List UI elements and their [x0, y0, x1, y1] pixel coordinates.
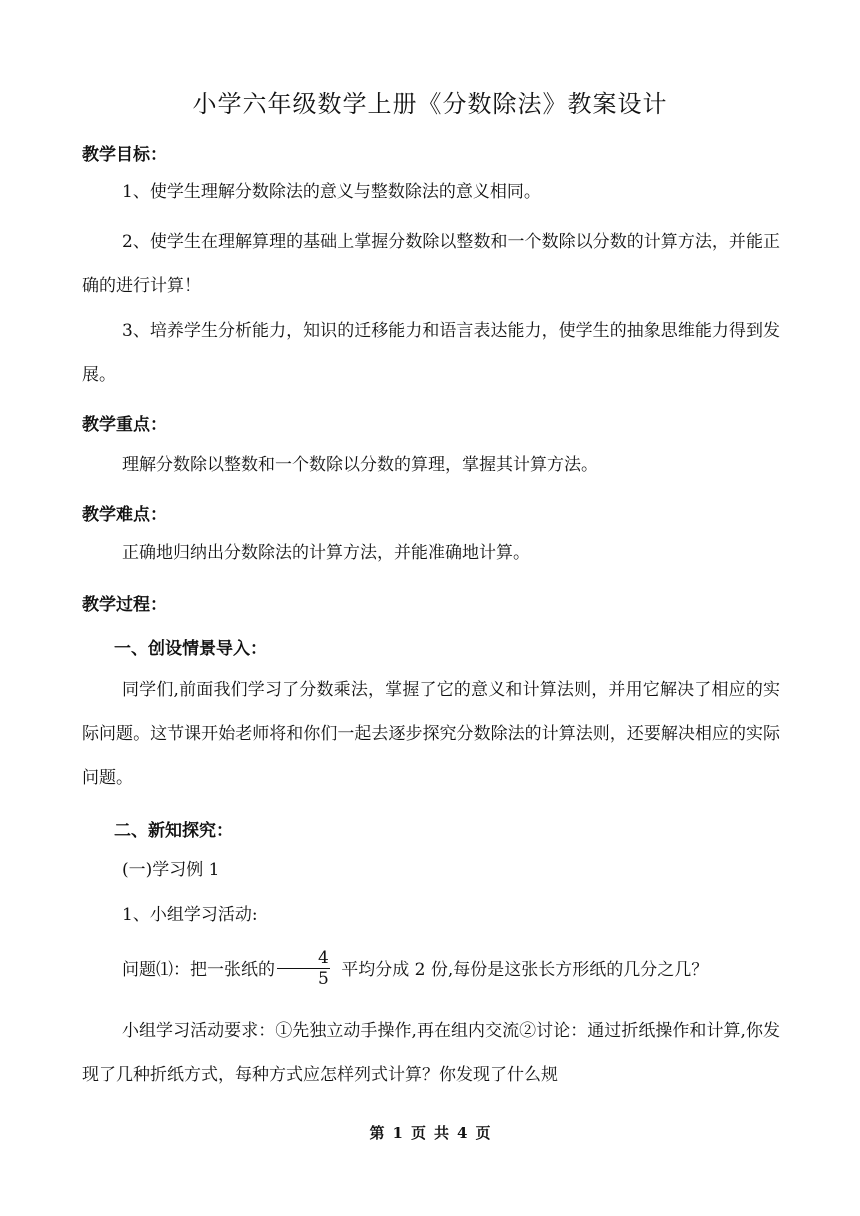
difficulty-heading: 教学难点： [82, 505, 167, 525]
part2-heading: 二、新知探究： [114, 821, 233, 841]
footer-total-number: 4 [457, 1124, 468, 1142]
fraction-four-fifths [277, 948, 330, 989]
difficulty-text: 正确地归纳出分数除法的计算方法，并能准确地计算。 [122, 543, 530, 563]
key-heading: 教学重点： [82, 415, 167, 435]
question-suffix: 平均分成 2 份,每份是这张长方形纸的几分之几？ [335, 960, 709, 980]
key-text: 理解分数除以整数和一个数除以分数的算理，掌握其计算方法。 [122, 455, 598, 475]
fraction-numerator: 4 [277, 948, 330, 969]
footer-total-unit: 页 [475, 1124, 491, 1142]
activity-label: 1、小组学习活动: [122, 905, 258, 925]
goal-item-3: 3、培养学生分析能力，知识的迁移能力和语言表达能力，使学生的抽象思维能力得到发展。 [82, 321, 780, 385]
footer-total-word: 共 [434, 1124, 450, 1142]
example-label: (一)学习例 1 [122, 860, 220, 880]
footer-page-word: 第 [369, 1124, 385, 1142]
part1-heading: 一、创设情景导入： [114, 639, 267, 659]
fraction-denominator: 5 [318, 969, 329, 989]
question-line [82, 948, 780, 992]
goal-item-2: 2、使学生在理解算理的基础上掌握分数除以整数和一个数除以分数的计算方法，并能正确的进行计算！ [82, 232, 780, 296]
goal-item-1: 1、使学生理解分数除法的意义与整数除法的意义相同。 [122, 182, 541, 202]
requirements-text: 小组学习活动要求：①先独立动手操作,再在组内交流②讨论：通过折纸操作和计算,你发现了几种折纸方式，每种方式应怎样列式计算？你发现了什么规 [82, 1021, 780, 1085]
goals-heading: 教学目标： [82, 145, 167, 165]
page-footer [0, 1122, 860, 1143]
part1-text: 同学们,前面我们学习了分数乘法，掌握了它的意义和计算法则，并用它解决了相应的实际问题。这节课开始老师将和你们一起去逐步探究分数除法的计算法则，还要解决相应的实际问题。 [82, 680, 780, 788]
footer-page-number: 1 [392, 1124, 403, 1142]
question-prefix: 问题⑴：把一张纸的 [122, 960, 275, 980]
page-title: 小学六年级数学上册《分数除法》教案设计 [192, 90, 668, 118]
process-heading: 教学过程： [82, 595, 167, 615]
footer-page-unit: 页 [410, 1124, 426, 1142]
